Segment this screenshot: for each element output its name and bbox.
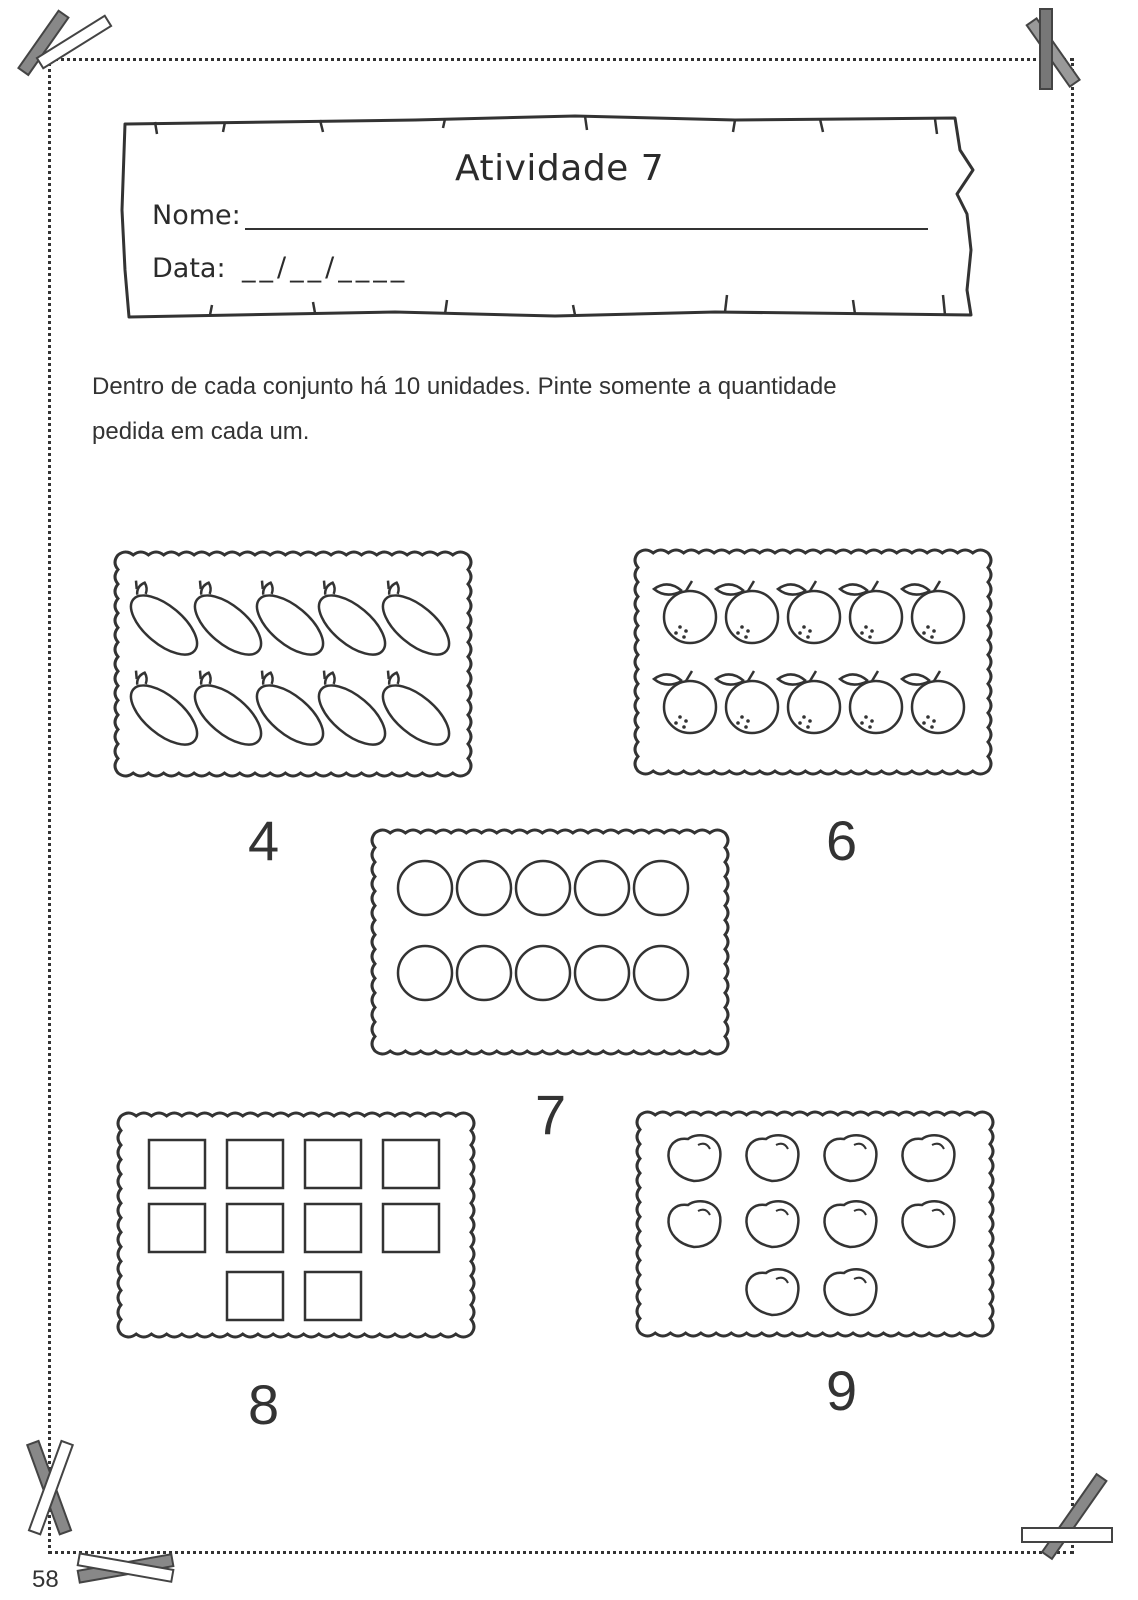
- name-field[interactable]: [245, 228, 928, 230]
- peach-icon[interactable]: [824, 1135, 876, 1181]
- peach-icon[interactable]: [902, 1201, 954, 1247]
- pencil-icon: [1010, 4, 1090, 94]
- instructions-line-1: Dentro de cada conjunto há 10 unidades. Pinte somente a quantidade: [92, 373, 837, 400]
- instructions: [92, 364, 1052, 454]
- orange-icon[interactable]: [840, 581, 902, 643]
- square-icon[interactable]: [305, 1204, 361, 1252]
- peach-icon[interactable]: [668, 1201, 720, 1247]
- square-icon[interactable]: [227, 1272, 283, 1320]
- circle-icon[interactable]: [457, 861, 511, 915]
- instructions-line-2: pedida em cada um.: [92, 418, 310, 445]
- pencil-icon: [78, 1548, 178, 1588]
- name-label: Nome:: [152, 200, 241, 231]
- target-number-set-2: 6: [826, 809, 858, 872]
- peach-icon[interactable]: [668, 1135, 720, 1181]
- circle-icon[interactable]: [516, 861, 570, 915]
- orange-icon[interactable]: [716, 671, 778, 733]
- square-icon[interactable]: [383, 1140, 439, 1188]
- peach-icon[interactable]: [746, 1269, 798, 1315]
- circle-icon[interactable]: [457, 946, 511, 1000]
- set-box-peppers[interactable]: [110, 547, 476, 781]
- square-icon[interactable]: [227, 1204, 283, 1252]
- orange-icon[interactable]: [902, 581, 964, 643]
- circle-icon[interactable]: [634, 946, 688, 1000]
- square-icon[interactable]: [305, 1272, 361, 1320]
- orange-icon[interactable]: [840, 671, 902, 733]
- orange-icon[interactable]: [902, 671, 964, 733]
- pencil-icon: [1022, 1468, 1122, 1568]
- square-icon[interactable]: [227, 1140, 283, 1188]
- square-icon[interactable]: [305, 1140, 361, 1188]
- peach-icon[interactable]: [824, 1201, 876, 1247]
- target-number-set-4: 8: [248, 1373, 280, 1436]
- orange-icon[interactable]: [716, 581, 778, 643]
- orange-icon[interactable]: [654, 581, 716, 643]
- orange-icon[interactable]: [778, 581, 840, 643]
- circle-icon[interactable]: [398, 946, 452, 1000]
- peach-icon[interactable]: [746, 1201, 798, 1247]
- peach-icon[interactable]: [746, 1135, 798, 1181]
- pencil-icon: [20, 1440, 80, 1540]
- target-number-set-1: 4: [248, 809, 280, 872]
- circle-icon[interactable]: [634, 861, 688, 915]
- pencil-icon: [14, 6, 114, 96]
- square-icon[interactable]: [383, 1204, 439, 1252]
- peach-icon[interactable]: [902, 1135, 954, 1181]
- square-icon[interactable]: [149, 1204, 205, 1252]
- set-box-oranges[interactable]: [630, 545, 996, 779]
- date-label: Data:: [152, 253, 226, 284]
- circle-icon[interactable]: [398, 861, 452, 915]
- pepper-icon[interactable]: [113, 578, 207, 666]
- date-field[interactable]: __/__/____: [242, 252, 409, 283]
- orange-icon[interactable]: [654, 671, 716, 733]
- circle-icon[interactable]: [575, 946, 629, 1000]
- circle-icon[interactable]: [575, 861, 629, 915]
- page-title: Atividade 7: [455, 148, 665, 189]
- orange-icon[interactable]: [778, 671, 840, 733]
- target-number-set-5: 9: [826, 1359, 858, 1422]
- peach-icon[interactable]: [824, 1269, 876, 1315]
- target-number-set-3: 7: [535, 1083, 567, 1146]
- set-box-squares[interactable]: [113, 1108, 479, 1342]
- circle-icon[interactable]: [516, 946, 570, 1000]
- set-box-circles[interactable]: [367, 825, 733, 1059]
- pepper-icon[interactable]: [113, 668, 207, 756]
- header-banner: [115, 110, 985, 325]
- square-icon[interactable]: [149, 1140, 205, 1188]
- set-box-peaches[interactable]: [632, 1107, 998, 1341]
- page-number: 58: [32, 1566, 59, 1593]
